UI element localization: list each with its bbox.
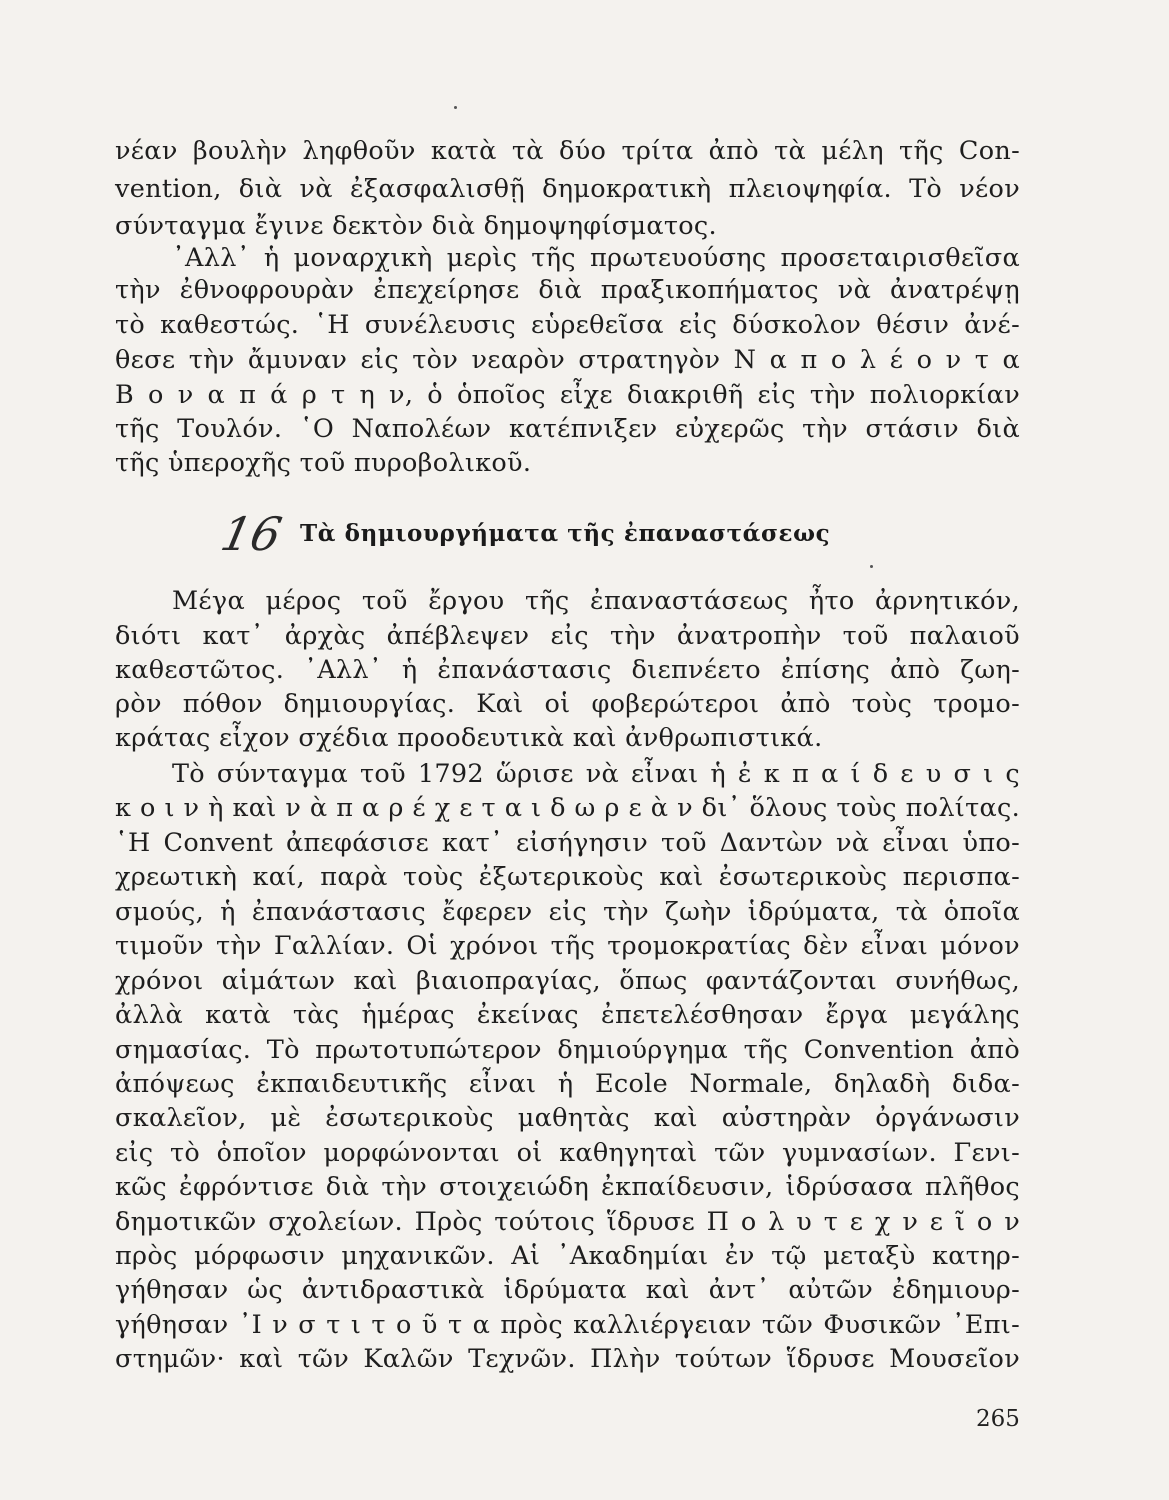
text-line: θεσε τὴν ἄμυναν εἰς τὸν νεαρὸν στρατηγὸν Ν α π ο λ έ ο ν τ α [115, 345, 1020, 375]
section-title: Τὰ δημιουργήματα τῆς ἐπαναστάσεως [300, 520, 831, 547]
text-line: γήθησαν ὡς ἀντιδραστικὰ ἱδρύματα καὶ ἀντ᾿ αὐτῶν ἐδημιουρ- [115, 1275, 1020, 1305]
text-line: ἀπόψεως ἐκπαιδευτικῆς εἶναι ἡ Ecole Normale, δηλαδὴ διδα- [115, 1069, 1020, 1099]
text-line: τὸ καθεστώς. ῾Η συνέλευσις εὑρεθεῖσα εἰς δύσκολον θέσιν ἀνέ- [115, 310, 1020, 340]
text-line: ρὸν πόθον δημιουργίας. Καὶ οἱ φοβερώτεροι ἀπὸ τοὺς τρομο- [115, 689, 1020, 719]
text-line: χρόνοι αἱμάτων καὶ βιαιοπραγίας, ὅπως φαντάζονται συνήθως, [115, 966, 1020, 996]
text-line: διότι κατ᾿ ἀρχὰς ἀπέβλεψεν εἰς τὴν ἀνατροπὴν τοῦ παλαιοῦ [115, 621, 1020, 651]
page-number: 265 [976, 1406, 1020, 1432]
text-line: πρὸς μόρφωσιν μηχανικῶν. Αἱ ᾿Ακαδημίαι ἐν τῷ μεταξὺ κατηρ- [115, 1241, 1020, 1271]
text-line: Τὸ σύνταγμα τοῦ 1792 ὥρισε νὰ εἶναι ἡ ἐ κ π α ί δ ε υ σ ι ς [172, 759, 1020, 789]
text-line: ῾Η Convent ἀπεφάσισε κατ᾿ εἰσήγησιν τοῦ Δαντὼν νὰ εἶναι ὑπο- [115, 828, 1020, 858]
text-line: γήθησαν ᾿Ι ν σ τ ι τ ο ῦ τ α πρὸς καλλιέργειαν τῶν Φυσικῶν ᾿Επι- [115, 1310, 1020, 1340]
text-line: τῆς ὑπεροχῆς τοῦ πυροβολικοῦ. [115, 448, 532, 478]
section-heading [216, 504, 1022, 564]
text-line: στημῶν· καὶ τῶν Καλῶν Τεχνῶν. Πλὴν τούτων ἵδρυσε Μουσεῖον [115, 1344, 1020, 1374]
text-line: χρεωτικὴ καί, παρὰ τοὺς ἐξωτερικοὺς καὶ ἐσωτερικοὺς περισπα- [115, 862, 1020, 892]
text-line: τιμοῦν τὴν Γαλλίαν. Οἱ χρόνοι τῆς τρομοκρατίας δὲν εἶναι μόνον [115, 931, 1020, 961]
text-line: ἀλλὰ κατὰ τὰς ἡμέρας ἐκείνας ἐπετελέσθησαν ἔργα μεγάλης [115, 1000, 1020, 1030]
text-line: κ ο ι ν ὴ καὶ ν ὰ π α ρ έ χ ε τ α ι δ ω ρ ε ὰ ν δι᾿ ὅλους τοὺς πολίτας. [115, 793, 1020, 823]
text-line: σκαλεῖον, μὲ ἐσωτερικοὺς μαθητὰς καὶ αὐστηρὰν ὀργάνωσιν [115, 1103, 1020, 1133]
scan-speck [454, 106, 457, 109]
text-line: σύνταγμα ἔγινε δεκτὸν διὰ δημοψηφίσματος. [115, 211, 717, 241]
text-line: ᾿Αλλ᾿ ἡ μοναρχικὴ μερὶς τῆς πρωτευούσης προσεταιρισθεῖσα [172, 243, 1020, 273]
text-line: τῆς Τουλόν. ῾Ο Ναπολέων κατέπνιξεν εὐχερῶς τὴν στάσιν διὰ [115, 414, 1020, 444]
handwritten-section-number: 16 [216, 507, 287, 561]
scan-speck [870, 565, 873, 568]
text-line: καθεστῶτος. ᾿Αλλ᾿ ἡ ἐπανάστασις διεπνέετο ἐπίσης ἀπὸ ζωη- [115, 655, 1020, 685]
text-line: τὴν ἐθνοφρουρὰν ἐπεχείρησε διὰ πραξικοπήματος νὰ ἀνατρέψῃ [115, 275, 1020, 305]
text-line: κῶς ἐφρόντισε διὰ τὴν στοιχειώδη ἐκπαίδευσιν, ἱδρύσασα πλῆθος [115, 1172, 1020, 1202]
text-line: σμούς, ἡ ἐπανάστασις ἔφερεν εἰς τὴν ζωὴν ἱδρύματα, τὰ ὁποῖα [115, 897, 1020, 927]
text-line: δημοτικῶν σχολείων. Πρὸς τούτοις ἵδρυσε Π ο λ υ τ ε χ ν ε ῖ ο ν [115, 1207, 1020, 1237]
text-line: Β ο ν α π ά ρ τ η ν, ὁ ὁποῖος εἶχε διακριθῆ εἰς τὴν πολιορκίαν [115, 380, 1020, 410]
text-line: σημασίας. Τὸ πρωτοτυπώτερον δημιούργημα τῆς Convention ἀπὸ [115, 1035, 1020, 1065]
text-line: κράτας εἶχον σχέδια προοδευτικὰ καὶ ἀνθρωπιστικά. [115, 723, 823, 753]
text-line: εἰς τὸ ὁποῖον μορφώνονται οἱ καθηγηταὶ τῶν γυμνασίων. Γενι- [115, 1138, 1020, 1168]
text-line: νέαν βουλὴν ληφθοῦν κατὰ τὰ δύο τρίτα ἀπὸ τὰ μέλη τῆς Con- [115, 136, 1020, 166]
text-line: Μέγα μέρος τοῦ ἔργου τῆς ἐπαναστάσεως ἦτο ἀρνητικόν, [172, 586, 1020, 616]
text-line: vention, διὰ νὰ ἐξασφαλισθῇ δημοκρατικὴ πλειοψηφία. Τὸ νέον [115, 174, 1020, 204]
